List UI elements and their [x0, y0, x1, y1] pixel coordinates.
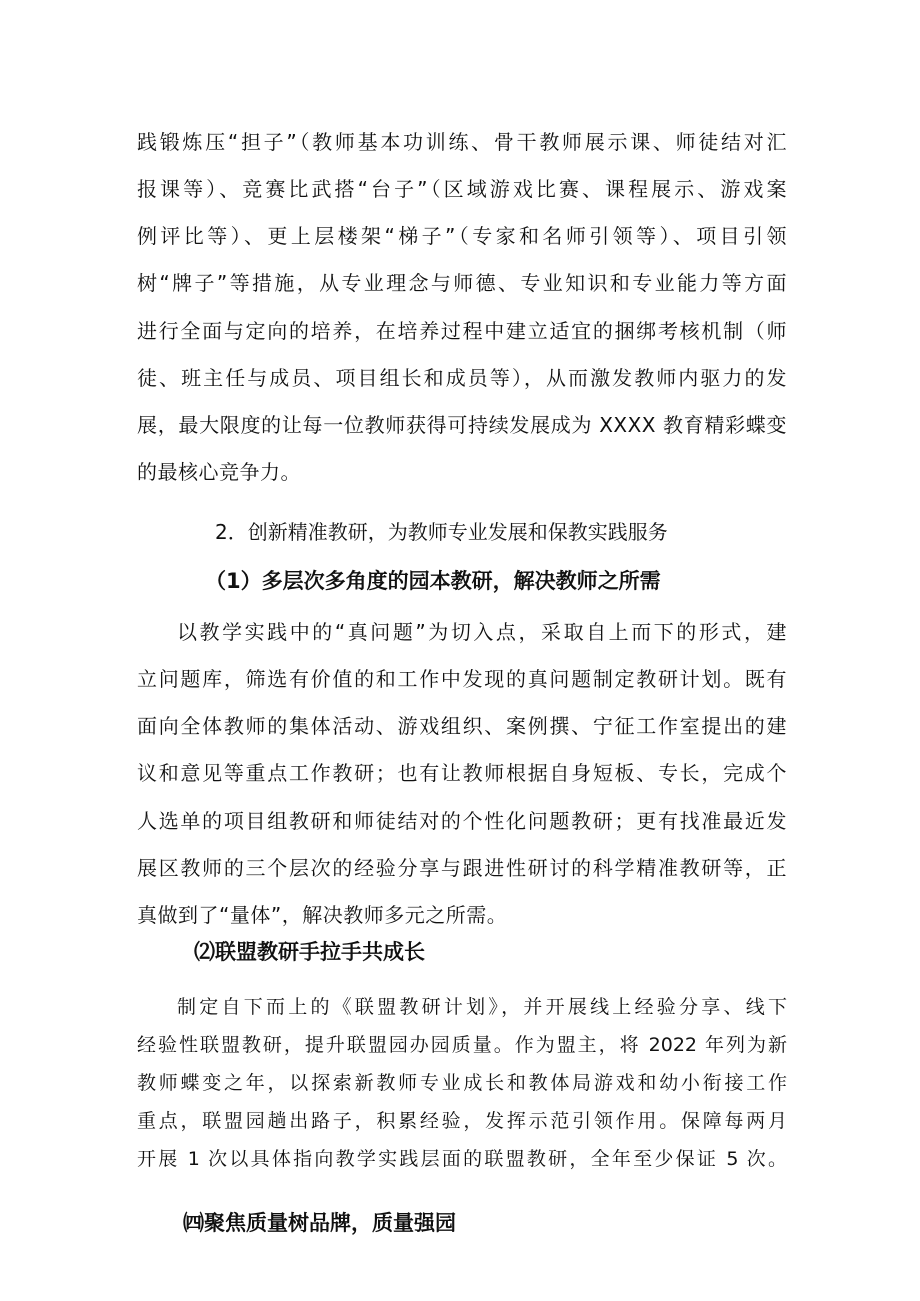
subsection-heading-1: （1）多层次多角度的园本教研，解决教师之所需 — [205, 569, 661, 593]
paragraph-line: 徒、班主任与成员、项目组长和成员等），从而激发教师内驱力的发 — [137, 366, 787, 390]
paragraph-line: 面向全体教师的集体活动、游戏组织、案例撰、宁征工作室提出的建 — [137, 714, 787, 738]
section-heading-4: ㈣聚焦质量树品牌，质量强园 — [183, 1211, 456, 1235]
paragraph-line: 践锻炼压“担子”（教师基本功训练、骨干教师展示课、师徒结对汇 — [137, 130, 787, 154]
paragraph-line: 经验性联盟教研，提升联盟园办园质量。作为盟主，将 2022 年列为新 — [137, 1034, 787, 1056]
paragraph-line: 人选单的项目组教研和师徒结对的个性化问题教研；更有找准最近发 — [137, 809, 787, 833]
paragraph-line: 以教学实践中的“真问题”为切入点，采取自上而下的形式，建 — [177, 620, 787, 644]
subsection-heading-2: ⑵联盟教研手拉手共成长 — [194, 940, 425, 964]
paragraph-line: 真做到了“量体”，解决教师多元之所需。 — [137, 903, 508, 927]
paragraph-line: 报课等）、竞赛比武搭“台子”（区域游戏比赛、课程展示、游戏案 — [137, 177, 787, 201]
paragraph-line: 制定自下而上的《联盟教研计划》，并开展线上经验分享、线下 — [177, 996, 787, 1018]
paragraph-line: 的最核心竞争力。 — [137, 460, 301, 484]
paragraph-line: 议和意见等重点工作教研；也有让教师根据自身短板、专长，完成个 — [137, 761, 787, 785]
paragraph-line: 重点，联盟园趟出路子，积累经验，发挥示范引领作用。保障每两月 — [137, 1110, 787, 1132]
paragraph-line: 开展 1 次以具体指向教学实践层面的联盟教研，全年至少保证 5 次。 — [137, 1148, 787, 1170]
paragraph-line: 展区教师的三个层次的经验分享与跟进性研讨的科学精准教研等，正 — [137, 856, 787, 880]
paragraph-line: 进行全面与定向的培养，在培养过程中建立适宜的捆绑考核机制（师 — [137, 319, 787, 343]
section-heading-2: 2．创新精准教研，为教师专业发展和保教实践服务 — [215, 520, 668, 544]
paragraph-line: 例评比等）、更上层楼架“梯子”（专家和名师引领等）、项目引领 — [137, 224, 787, 248]
paragraph-line: 树“牌子”等措施，从专业理念与师德、专业知识和专业能力等方面 — [137, 271, 787, 295]
paragraph-line: 立问题库，筛选有价值的和工作中发现的真问题制定教研计划。既有 — [137, 667, 787, 691]
paragraph-line: 展，最大限度的让每一位教师获得可持续发展成为 XXXX 教育精彩蝶变 — [137, 413, 787, 437]
paragraph-line: 教师蝶变之年，以探索新教师专业成长和教体局游戏和幼小衔接工作 — [137, 1072, 787, 1094]
